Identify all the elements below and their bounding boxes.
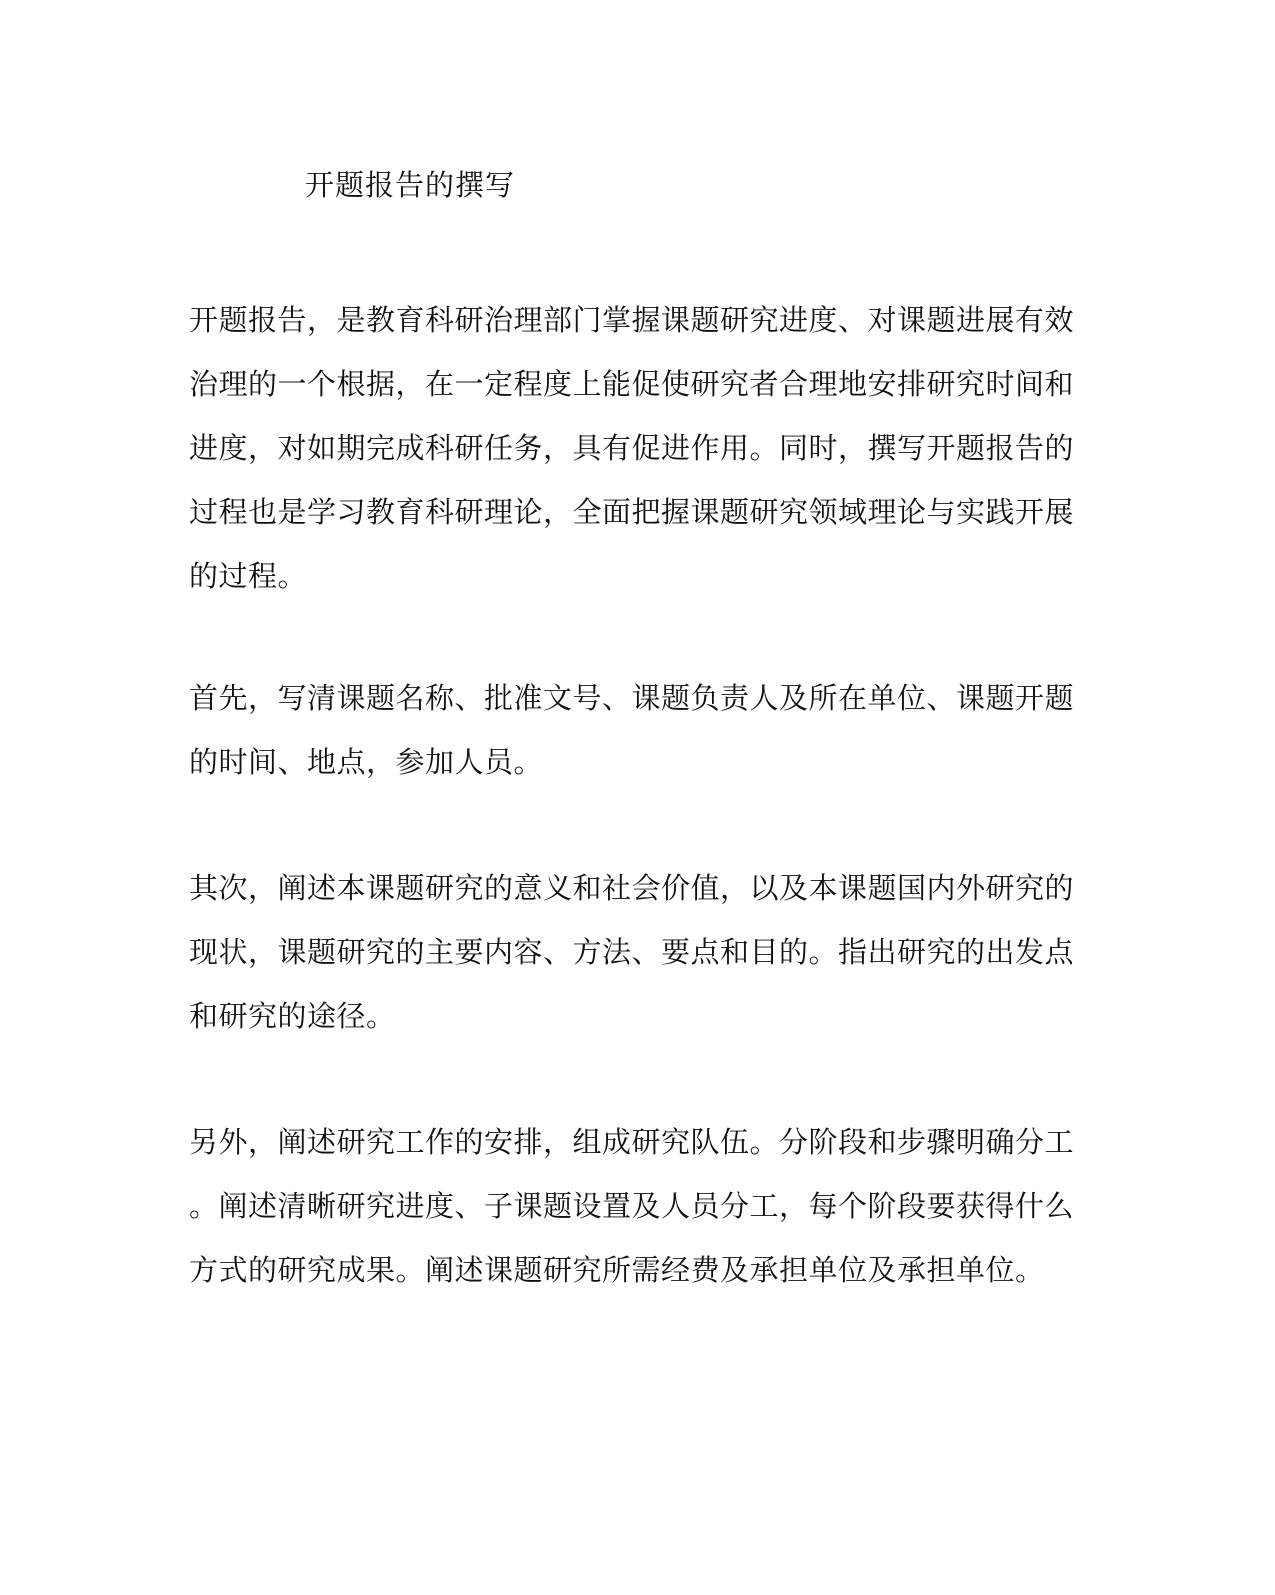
paragraph-additional — [189, 1110, 1075, 1302]
paragraph-line: 首先，写清课题名称、批准文号、课题负责人及所在单位、课题开题 — [189, 681, 1075, 715]
paragraph-line: 另外，阐述研究工作的安排，组成研究队伍。分阶段和步骤明确分工 — [189, 1125, 1075, 1159]
paragraph-line: 现状，课题研究的主要内容、方法、要点和目的。指出研究的出发点 — [189, 935, 1075, 969]
paragraph-line: 过程也是学习教育科研理论，全面把握课题研究领域理论与实践开展 — [189, 495, 1075, 529]
paragraph-line: 。阐述清晰研究进度、子课题设置及人员分工，每个阶段要获得什么 — [189, 1189, 1075, 1223]
paragraph-second — [189, 856, 1075, 1048]
paragraph-line: 方式的研究成果。阐述课题研究所需经费及承担单位及承担单位。 — [189, 1253, 1045, 1287]
paragraph-line: 的时间、地点，参加人员。 — [189, 745, 544, 779]
paragraph-line: 治理的一个根据，在一定程度上能促使研究者合理地安排研究时间和 — [189, 367, 1075, 401]
paragraph-line: 的过程。 — [189, 559, 308, 593]
paragraph-line: 其次，阐述本课题研究的意义和社会价值，以及本课题国内外研究的 — [189, 871, 1075, 905]
paragraph-line: 和研究的途径。 — [189, 999, 396, 1033]
paragraph-introduction — [189, 288, 1075, 608]
paragraph-line: 进度，对如期完成科研任务，具有促进作用。同时，撰写开题报告的 — [189, 431, 1075, 465]
document-title: 开题报告的撰写 — [305, 168, 516, 202]
paragraph-line: 开题报告，是教育科研治理部门掌握课题研究进度、对课题进展有效 — [189, 303, 1075, 337]
paragraph-first — [189, 666, 1075, 794]
